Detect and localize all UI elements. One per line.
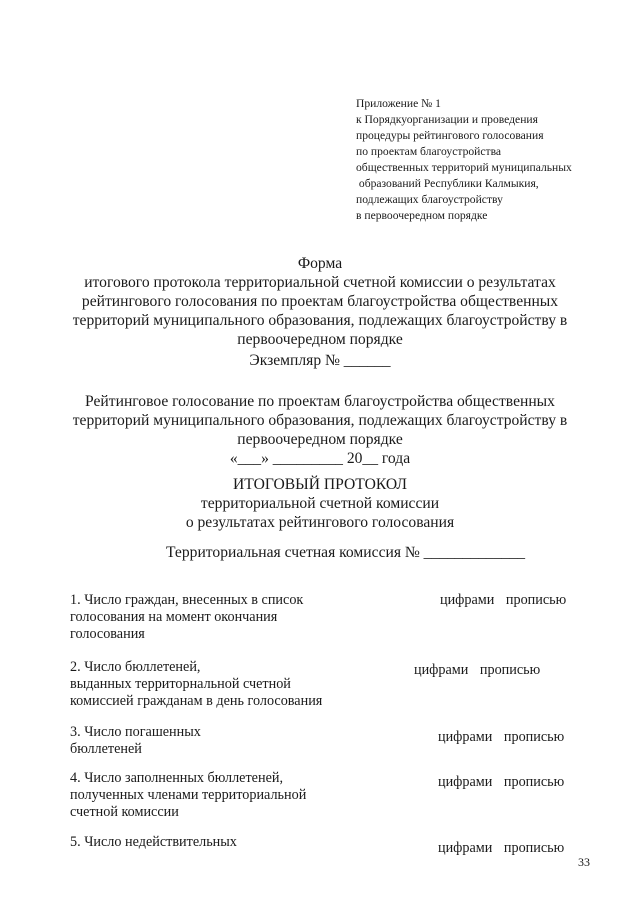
appendix-line: Приложение № 1: [356, 97, 441, 110]
item-text-line: комиссией гражданам в день голосования: [70, 693, 323, 709]
appendix-line: общественных территорий муниципальных: [356, 161, 572, 174]
protocol-subtitle-line: территориальной счетной комиссии: [200, 495, 440, 512]
item-value-columns: цифрами прописью: [438, 729, 565, 745]
protocol-title: ИТОГОВЫЙ ПРОТОКОЛ: [233, 476, 407, 493]
protocol-item: [70, 592, 303, 643]
item-value-columns: цифрами прописью: [438, 774, 565, 790]
voting-line: территорий муниципального образования, подлежащих благоустройству в: [72, 412, 568, 429]
voting-line: Рейтинговое голосование по проектам благоустройства общественных: [85, 393, 555, 410]
voting-date-line: «___» _________ 20__ года: [229, 450, 411, 467]
protocol-item: [70, 834, 237, 851]
item-text-line: голосования на момент окончания: [70, 609, 278, 625]
protocol-item: [70, 724, 201, 758]
item-text-line: 5. Число недействительных: [70, 834, 237, 850]
item-text-line: 2. Число бюллетеней,: [70, 659, 201, 675]
appendix-line: по проектам благоустройства: [356, 145, 502, 158]
copy-number-text: Экземпляр № ______: [249, 352, 391, 369]
voting-heading: [60, 392, 580, 468]
form-title-line: рейтингового голосования по проектам благоустройства общественных: [81, 293, 559, 310]
item-text-line: голосования: [70, 626, 145, 642]
appendix-line: в первоочередном порядке: [356, 209, 488, 222]
form-title-line: итогового протокола территориальной счетной комиссии о результатах: [84, 274, 556, 291]
appendix-line: к Порядкуорганизации и проведения: [356, 113, 538, 126]
form-title: [60, 254, 580, 349]
item-text-line: бюллетеней: [70, 741, 142, 757]
appendix-line: подлежащих благоустройству: [356, 193, 503, 206]
form-title-line: первоочередном порядке: [237, 331, 403, 348]
appendix-line: образований Республики Калмыкия,: [356, 177, 539, 190]
page-number: 33: [578, 855, 590, 869]
item-text-line: полученных членами территориальной: [70, 787, 307, 803]
commission-number-line: Территориальная счетная комиссия № _____________: [166, 544, 526, 561]
form-title-line: Форма: [297, 255, 343, 272]
protocol-item: [70, 659, 322, 710]
protocol-heading: [60, 475, 580, 532]
item-text-line: выданных территорнальной счетной: [70, 676, 291, 692]
item-text-line: 1. Число граждан, внесенных в список: [70, 592, 304, 608]
appendix-note: [356, 96, 626, 224]
item-text-line: счетной комиссии: [70, 804, 179, 820]
item-text-line: 3. Число погашенных: [70, 724, 201, 740]
protocol-subtitle-line: о результатах рейтингового голосования: [185, 514, 455, 531]
protocol-item: [70, 770, 306, 821]
item-value-columns: цифрами прописью: [440, 592, 567, 608]
appendix-line: процедуры рейтингового голосования: [356, 129, 544, 142]
form-title-line: территорий муниципального образования, подлежащих благоустройству в: [72, 312, 568, 329]
voting-line: первоочередном порядке: [237, 431, 403, 448]
item-value-columns: цифрами прописью: [414, 662, 541, 678]
item-text-line: 4. Число заполненных бюллетеней,: [70, 770, 284, 786]
item-value-columns: цифрами прописью: [438, 840, 565, 856]
copy-number-line: [60, 351, 580, 370]
